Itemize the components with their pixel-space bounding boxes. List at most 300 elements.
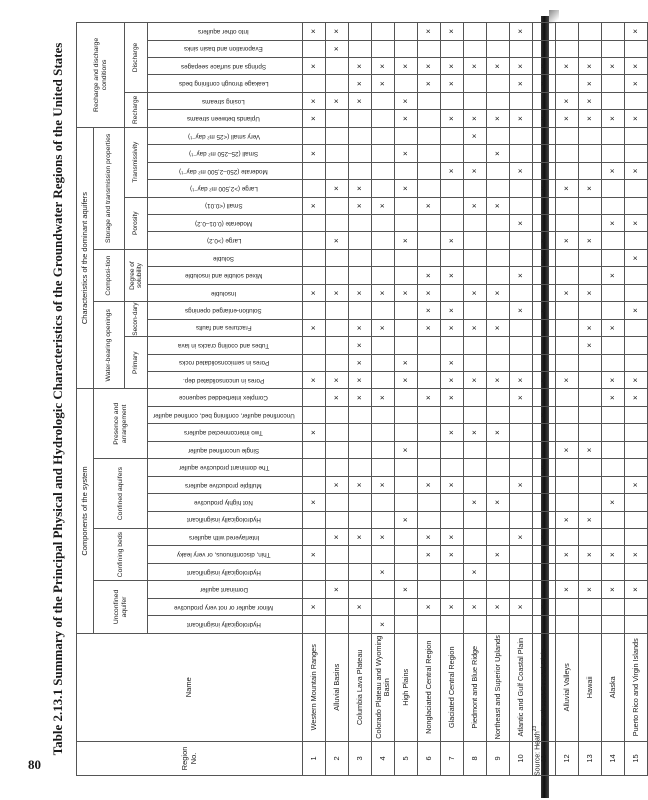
region-name: Alaska: [602, 633, 625, 741]
mark-cell: ×: [487, 58, 510, 75]
column-header: [148, 180, 303, 197]
empty-cell: [349, 127, 372, 144]
empty-cell: [487, 127, 510, 144]
empty-cell: [418, 337, 441, 354]
mark-cell: ×: [464, 563, 487, 580]
empty-cell: [395, 563, 418, 580]
mark-cell: ×: [579, 58, 602, 75]
empty-cell: [533, 511, 556, 528]
empty-cell: [372, 92, 395, 109]
mark-cell: ×: [441, 162, 464, 179]
mark-cell: ×: [579, 581, 602, 598]
empty-cell: [602, 232, 625, 249]
empty-cell: [625, 563, 648, 580]
mark-cell: ×: [326, 40, 349, 57]
header-name: Name: [77, 633, 303, 741]
mark-cell: ×: [579, 284, 602, 301]
group-secondary: Secon-dary: [125, 302, 148, 337]
empty-cell: [556, 459, 579, 476]
mark-cell: ×: [487, 319, 510, 336]
empty-cell: [326, 441, 349, 458]
mark-cell: ×: [510, 598, 533, 615]
empty-cell: [372, 232, 395, 249]
mark-cell: ×: [602, 319, 625, 336]
mark-cell: ×: [510, 528, 533, 545]
empty-cell: [510, 546, 533, 563]
mark-cell: ×: [326, 389, 349, 407]
empty-cell: [510, 354, 533, 371]
column-header: [148, 145, 303, 162]
empty-cell: [533, 546, 556, 563]
empty-cell: [303, 180, 326, 197]
empty-cell: [602, 197, 625, 214]
empty-cell: [556, 476, 579, 493]
empty-cell: [533, 581, 556, 598]
mark-cell: ×: [487, 197, 510, 214]
empty-cell: [326, 616, 349, 633]
group-composition: Composi-tion: [94, 249, 125, 301]
empty-cell: [602, 511, 625, 528]
empty-cell: [418, 180, 441, 197]
mark-cell: ×: [510, 389, 533, 407]
empty-cell: [579, 406, 602, 423]
mark-cell: ×: [395, 581, 418, 598]
empty-cell: [349, 511, 372, 528]
group-characteristics: Characteristics of the dominant aquifers: [77, 127, 94, 389]
empty-cell: [464, 546, 487, 563]
empty-cell: [487, 354, 510, 371]
empty-cell: [579, 215, 602, 232]
mark-cell: ×: [625, 162, 648, 179]
column-header: [148, 581, 303, 598]
mark-cell: ×: [303, 546, 326, 563]
empty-cell: [441, 563, 464, 580]
empty-cell: [625, 319, 648, 336]
empty-cell: [464, 23, 487, 41]
mark-cell: ×: [349, 598, 372, 615]
mark-cell: ×: [533, 406, 556, 423]
empty-cell: [625, 616, 648, 633]
region-number: 9: [487, 741, 510, 775]
mark-cell: ×: [464, 284, 487, 301]
column-header: [148, 302, 303, 319]
empty-cell: [303, 337, 326, 354]
empty-cell: [625, 232, 648, 249]
mark-cell: ×: [303, 23, 326, 41]
empty-cell: [487, 267, 510, 284]
empty-cell: [303, 511, 326, 528]
mark-cell: ×: [349, 319, 372, 336]
empty-cell: [533, 616, 556, 633]
empty-cell: [464, 337, 487, 354]
mark-cell: ×: [303, 424, 326, 441]
mark-cell: ×: [441, 389, 464, 407]
empty-cell: [303, 215, 326, 232]
empty-cell: [487, 441, 510, 458]
empty-cell: [602, 441, 625, 458]
mark-cell: ×: [464, 58, 487, 75]
column-header: [148, 337, 303, 354]
empty-cell: [303, 616, 326, 633]
empty-cell: [487, 337, 510, 354]
mark-cell: ×: [579, 511, 602, 528]
mark-cell: ×: [372, 389, 395, 407]
mark-cell: ×: [349, 371, 372, 388]
empty-cell: [372, 23, 395, 41]
empty-cell: [579, 354, 602, 371]
mark-cell: ×: [395, 92, 418, 109]
empty-cell: [625, 424, 648, 441]
column-header-label: Not highly productive: [194, 498, 254, 506]
empty-cell: [326, 406, 349, 423]
mark-cell: ×: [303, 371, 326, 388]
mark-cell: ×: [602, 215, 625, 232]
empty-cell: [326, 494, 349, 511]
empty-cell: [533, 92, 556, 109]
mark-cell: ×: [372, 284, 395, 301]
empty-cell: [602, 337, 625, 354]
mark-cell: ×: [303, 110, 326, 127]
empty-cell: [510, 180, 533, 197]
mark-cell: ×: [349, 58, 372, 75]
empty-cell: [556, 162, 579, 179]
empty-cell: [418, 424, 441, 441]
mark-cell: ×: [533, 371, 556, 388]
empty-cell: [464, 441, 487, 458]
mark-cell: ×: [441, 476, 464, 493]
empty-cell: [349, 424, 372, 441]
column-header: [148, 459, 303, 476]
empty-cell: [418, 162, 441, 179]
mark-cell: ×: [441, 232, 464, 249]
empty-cell: [418, 459, 441, 476]
region-name: High Plains: [395, 633, 418, 741]
mark-cell: ×: [487, 371, 510, 388]
column-header: [148, 424, 303, 441]
mark-cell: ×: [418, 267, 441, 284]
empty-cell: [602, 127, 625, 144]
mark-cell: ×: [441, 267, 464, 284]
mark-cell: ×: [510, 302, 533, 319]
column-header-label: Dominant aquifer: [199, 586, 248, 594]
empty-cell: [533, 424, 556, 441]
empty-cell: [372, 180, 395, 197]
table-row: [625, 23, 648, 776]
empty-cell: [326, 249, 349, 266]
mark-cell: ×: [441, 110, 464, 127]
table-row: [395, 23, 418, 776]
column-header-label: Mixed soluble and insoluble: [185, 272, 263, 280]
empty-cell: [372, 249, 395, 266]
empty-cell: [418, 232, 441, 249]
empty-cell: [303, 581, 326, 598]
group-water-bearing: Water-bearing openings: [94, 302, 125, 389]
empty-cell: [349, 441, 372, 458]
empty-cell: [533, 23, 556, 41]
mark-cell: ×: [556, 441, 579, 458]
empty-cell: [533, 215, 556, 232]
column-header-label: Pores in semiconsolidated rocks: [178, 359, 269, 367]
empty-cell: [326, 563, 349, 580]
table-row: [303, 23, 326, 776]
empty-cell: [579, 267, 602, 284]
empty-cell: [533, 494, 556, 511]
empty-cell: [510, 616, 533, 633]
mark-cell: ×: [418, 528, 441, 545]
region-number: 15: [625, 741, 648, 775]
empty-cell: [372, 371, 395, 388]
empty-cell: [395, 319, 418, 336]
column-header: [148, 110, 303, 127]
empty-cell: [579, 389, 602, 407]
table-row: [487, 23, 510, 776]
empty-cell: [395, 162, 418, 179]
empty-cell: [303, 459, 326, 476]
column-header-label: Single unconfined aquifer: [188, 446, 260, 454]
empty-cell: [533, 476, 556, 493]
empty-cell: [487, 581, 510, 598]
mark-cell: ×: [602, 162, 625, 179]
empty-cell: [579, 424, 602, 441]
empty-cell: [625, 267, 648, 284]
empty-cell: [464, 476, 487, 493]
mark-cell: ×: [625, 302, 648, 319]
empty-cell: [602, 302, 625, 319]
empty-cell: [533, 162, 556, 179]
empty-cell: [349, 215, 372, 232]
group-confining: Confining beds: [94, 528, 148, 580]
mark-cell: ×: [303, 494, 326, 511]
empty-cell: [303, 476, 326, 493]
region-name: Puerto Rico and Virgin Islands: [625, 633, 648, 741]
mark-cell: ×: [303, 598, 326, 615]
empty-cell: [349, 406, 372, 423]
empty-cell: [372, 459, 395, 476]
mark-cell: ×: [464, 110, 487, 127]
empty-cell: [556, 406, 579, 423]
empty-cell: [418, 511, 441, 528]
empty-cell: [464, 354, 487, 371]
column-header-label: Leakage through confining beds: [179, 80, 269, 88]
mark-cell: ×: [579, 232, 602, 249]
mark-cell: ×: [533, 232, 556, 249]
empty-cell: [487, 232, 510, 249]
empty-cell: [510, 284, 533, 301]
empty-cell: [487, 162, 510, 179]
empty-cell: [625, 441, 648, 458]
column-header-label: Evaporation and basin sinks: [184, 45, 264, 53]
group-components: Components of the system: [77, 389, 94, 633]
empty-cell: [441, 337, 464, 354]
empty-cell: [510, 424, 533, 441]
mark-cell: ×: [303, 319, 326, 336]
table-row: [533, 23, 556, 776]
table-row: [579, 23, 602, 776]
empty-cell: [395, 127, 418, 144]
empty-cell: [349, 494, 372, 511]
table-row: [556, 23, 579, 776]
empty-cell: [326, 511, 349, 528]
empty-cell: [349, 40, 372, 57]
empty-cell: [579, 162, 602, 179]
empty-cell: [464, 389, 487, 407]
mark-cell: ×: [556, 511, 579, 528]
empty-cell: [625, 494, 648, 511]
empty-cell: [303, 232, 326, 249]
empty-cell: [510, 40, 533, 57]
empty-cell: [510, 337, 533, 354]
mark-cell: ×: [303, 92, 326, 109]
empty-cell: [441, 459, 464, 476]
empty-cell: [303, 528, 326, 545]
empty-cell: [464, 528, 487, 545]
column-header: [148, 75, 303, 92]
empty-cell: [556, 563, 579, 580]
empty-cell: [579, 494, 602, 511]
mark-cell: ×: [372, 197, 395, 214]
empty-cell: [303, 302, 326, 319]
empty-cell: [602, 406, 625, 423]
empty-cell: [326, 546, 349, 563]
mark-cell: ×: [487, 598, 510, 615]
empty-cell: [602, 354, 625, 371]
source-reference: 23: [532, 725, 538, 732]
empty-cell: [556, 319, 579, 336]
mark-cell: ×: [556, 232, 579, 249]
mark-cell: ×: [533, 302, 556, 319]
empty-cell: [395, 389, 418, 407]
empty-cell: [464, 406, 487, 423]
empty-cell: [349, 249, 372, 266]
empty-cell: [303, 249, 326, 266]
mark-cell: ×: [326, 476, 349, 493]
column-header-label: Fractures and faults: [195, 324, 252, 332]
column-header: [148, 598, 303, 615]
mark-cell: ×: [579, 110, 602, 127]
empty-cell: [441, 581, 464, 598]
mark-cell: ×: [326, 528, 349, 545]
empty-cell: [556, 127, 579, 144]
mark-cell: ×: [464, 371, 487, 388]
empty-cell: [464, 92, 487, 109]
column-header: [148, 267, 303, 284]
empty-cell: [556, 598, 579, 615]
empty-cell: [464, 75, 487, 92]
empty-cell: [418, 406, 441, 423]
mark-cell: ×: [441, 546, 464, 563]
mark-cell: ×: [418, 284, 441, 301]
empty-cell: [625, 528, 648, 545]
mark-cell: ×: [418, 302, 441, 319]
empty-cell: [579, 563, 602, 580]
empty-cell: [510, 232, 533, 249]
empty-cell: [349, 459, 372, 476]
mark-cell: ×: [625, 249, 648, 266]
empty-cell: [326, 215, 349, 232]
column-header-label: Solution-enlarged openings: [185, 307, 263, 315]
mark-cell: ×: [441, 424, 464, 441]
group-porosity: Porosity: [125, 197, 148, 249]
empty-cell: [487, 511, 510, 528]
empty-cell: [418, 371, 441, 388]
column-header-label: Moderate (0.01–0.2): [195, 219, 253, 227]
empty-cell: [579, 616, 602, 633]
empty-cell: [556, 302, 579, 319]
mark-cell: ×: [441, 598, 464, 615]
empty-cell: [510, 563, 533, 580]
empty-cell: [349, 23, 372, 41]
empty-cell: [372, 441, 395, 458]
mark-cell: ×: [418, 319, 441, 336]
table-row: [441, 23, 464, 776]
empty-cell: [579, 528, 602, 545]
empty-cell: [579, 598, 602, 615]
mark-cell: ×: [303, 145, 326, 162]
empty-cell: [579, 459, 602, 476]
mark-cell: ×: [395, 58, 418, 75]
column-header-label: Complex interbedded sequence: [179, 394, 269, 402]
empty-cell: [556, 249, 579, 266]
empty-cell: [625, 180, 648, 197]
empty-cell: [533, 40, 556, 57]
mark-cell: ×: [625, 581, 648, 598]
mark-cell: ×: [464, 162, 487, 179]
empty-cell: [418, 354, 441, 371]
empty-cell: [326, 319, 349, 336]
mark-cell: ×: [326, 581, 349, 598]
mark-cell: ×: [372, 75, 395, 92]
table-row: [349, 23, 372, 776]
empty-cell: [326, 110, 349, 127]
empty-cell: [349, 563, 372, 580]
empty-cell: [349, 232, 372, 249]
mark-cell: ×: [602, 110, 625, 127]
column-header: [148, 616, 303, 633]
empty-cell: [533, 354, 556, 371]
empty-cell: [441, 494, 464, 511]
empty-cell: [510, 127, 533, 144]
empty-cell: [579, 476, 602, 493]
mark-cell: ×: [510, 476, 533, 493]
empty-cell: [487, 389, 510, 407]
column-header-label: Very small (<25 m² day⁻¹): [187, 132, 260, 140]
empty-cell: [372, 302, 395, 319]
empty-cell: [441, 180, 464, 197]
mark-cell: ×: [395, 110, 418, 127]
empty-cell: [464, 267, 487, 284]
region-name: Colorado Plateau and Wyoming Basin: [372, 633, 395, 741]
empty-cell: [625, 92, 648, 109]
empty-cell: [395, 40, 418, 57]
region-name: Columbia Lava Plateau: [349, 633, 372, 741]
mark-cell: ×: [441, 58, 464, 75]
region-name: Hawaii: [579, 633, 602, 741]
source-note: [532, 726, 541, 776]
region-name: Nonglaciated Central Region: [418, 633, 441, 741]
empty-cell: [579, 371, 602, 388]
empty-cell: [395, 494, 418, 511]
empty-cell: [533, 284, 556, 301]
empty-cell: [418, 215, 441, 232]
mark-cell: ×: [395, 284, 418, 301]
group-discharge: Discharge: [125, 23, 148, 93]
column-header: [148, 232, 303, 249]
empty-cell: [441, 441, 464, 458]
empty-cell: [303, 127, 326, 144]
empty-cell: [326, 354, 349, 371]
empty-cell: [395, 616, 418, 633]
empty-cell: [510, 511, 533, 528]
